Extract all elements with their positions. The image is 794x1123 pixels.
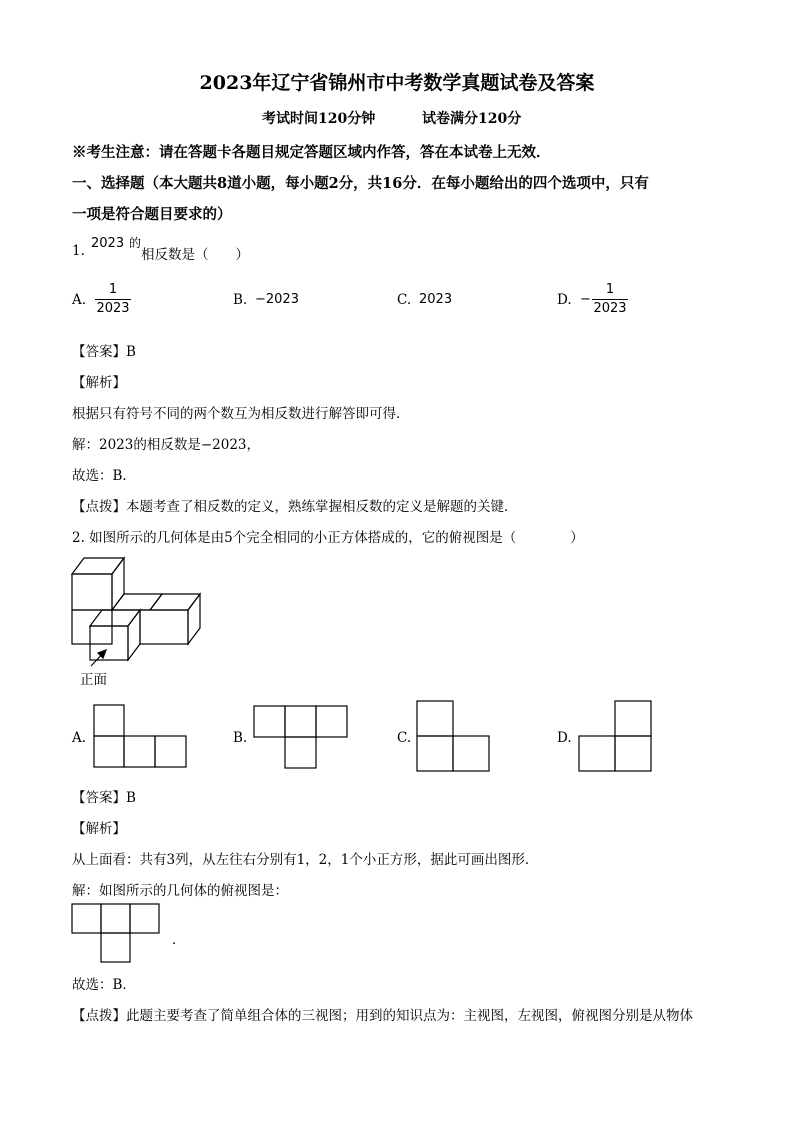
cube-side-face (188, 594, 200, 644)
q2-option-c-figure (417, 701, 493, 775)
full-score: 试卷满分120分 (422, 111, 522, 127)
q2-option-b-label: B. (233, 730, 248, 746)
q1-solution: 解：2023的相反数是−2023， (72, 437, 261, 453)
q2-option-d-figure (579, 701, 655, 775)
section1-heading-line2: 一项是符合题目要求的） (72, 206, 232, 223)
cube-front-face (72, 610, 112, 644)
q2-analysis: 从上面看：共有3列，从左往右分别有1，2，1个小正方形，据此可画出图形． (72, 852, 539, 868)
q1-value: 2023 (91, 236, 125, 251)
q1-option-d-numerator: 1 (605, 282, 615, 297)
q1-analysis-heading: 【解析】 (72, 375, 126, 391)
q2-answer: 【答案】B (72, 790, 136, 806)
q1-option-a-fraction (95, 281, 131, 318)
notice: ※考生注意：请在答题卡各题目规定答题区域内作答，答在本试卷上无效． (72, 144, 551, 161)
q2-stem: 2. 如图所示的几何体是由5个完全相同的小正方体搭成的，它的俯视图是（ ） (72, 530, 584, 546)
cube-top-face (72, 558, 124, 574)
q2-solution-period: ． (172, 932, 186, 948)
q2-option-c-label: C. (397, 730, 412, 746)
q1-number: 1. (72, 243, 85, 259)
cube-top-face (150, 594, 200, 610)
section1-heading-line1: 一、选择题（本大题共8道小题，每小题2分，共16分．在每小题给出的四个选项中，只有 (72, 175, 649, 192)
q2-choose: 故选：B． (72, 977, 136, 993)
q1-option-c-text: 2023 (419, 292, 453, 307)
cube-top-face (90, 610, 140, 626)
q2-analysis-heading: 【解析】 (72, 821, 126, 837)
q1-comment: 【点拨】本题考查了相反数的定义，熟练掌握相反数的定义是解题的关键． (72, 499, 518, 515)
page-title: 2023年辽宁省锦州市中考数学真题试卷及答案 (199, 72, 595, 94)
cube-side-face (128, 610, 140, 660)
q1-option-d-sign: − (580, 292, 591, 307)
cube-front-face (140, 610, 188, 644)
q1-stem: 相反数是（ ） (141, 247, 249, 263)
q2-option-a-label: A. (72, 730, 87, 746)
q2-solution-figure (72, 904, 162, 966)
q1-answer: 【答案】B (72, 344, 136, 360)
exam-time: 考试时间120分钟 (262, 111, 376, 127)
q2-comment: 【点拨】此题主要考查了简单组合体的三视图；用到的知识点为：主视图，左视图，俯视图分别是从物体 (72, 1008, 693, 1024)
q2-cube-figure (60, 548, 220, 658)
q1-de: 的 (129, 236, 142, 250)
q1-option-b-text: −2023 (255, 292, 299, 307)
q1-option-d-label: D. (557, 292, 572, 308)
q2-option-a-figure (94, 705, 190, 769)
q1-option-d-denominator: 2023 (593, 301, 627, 316)
q1-option-a-denominator: 2023 (96, 301, 130, 316)
q1-option-c-label: C. (397, 292, 412, 308)
q1-option-a-label: A. (72, 292, 87, 308)
cube-front-face (72, 574, 112, 610)
q2-option-d-label: D. (557, 730, 572, 746)
q1-option-a-numerator: 1 (108, 282, 118, 297)
q2-option-b-figure (254, 706, 350, 770)
q2-solution: 解：如图所示的几何体的俯视图是： (72, 883, 288, 899)
cube-front-face (90, 626, 128, 660)
q1-option-d-fraction (592, 281, 628, 318)
q1-analysis: 根据只有符号不同的两个数互为相反数进行解答即可得． (72, 406, 410, 422)
q1-choose: 故选：B． (72, 468, 136, 484)
q2-front-label: 正面 (80, 672, 107, 688)
cube-top-face (112, 594, 162, 610)
q1-option-b-label: B. (233, 292, 248, 308)
